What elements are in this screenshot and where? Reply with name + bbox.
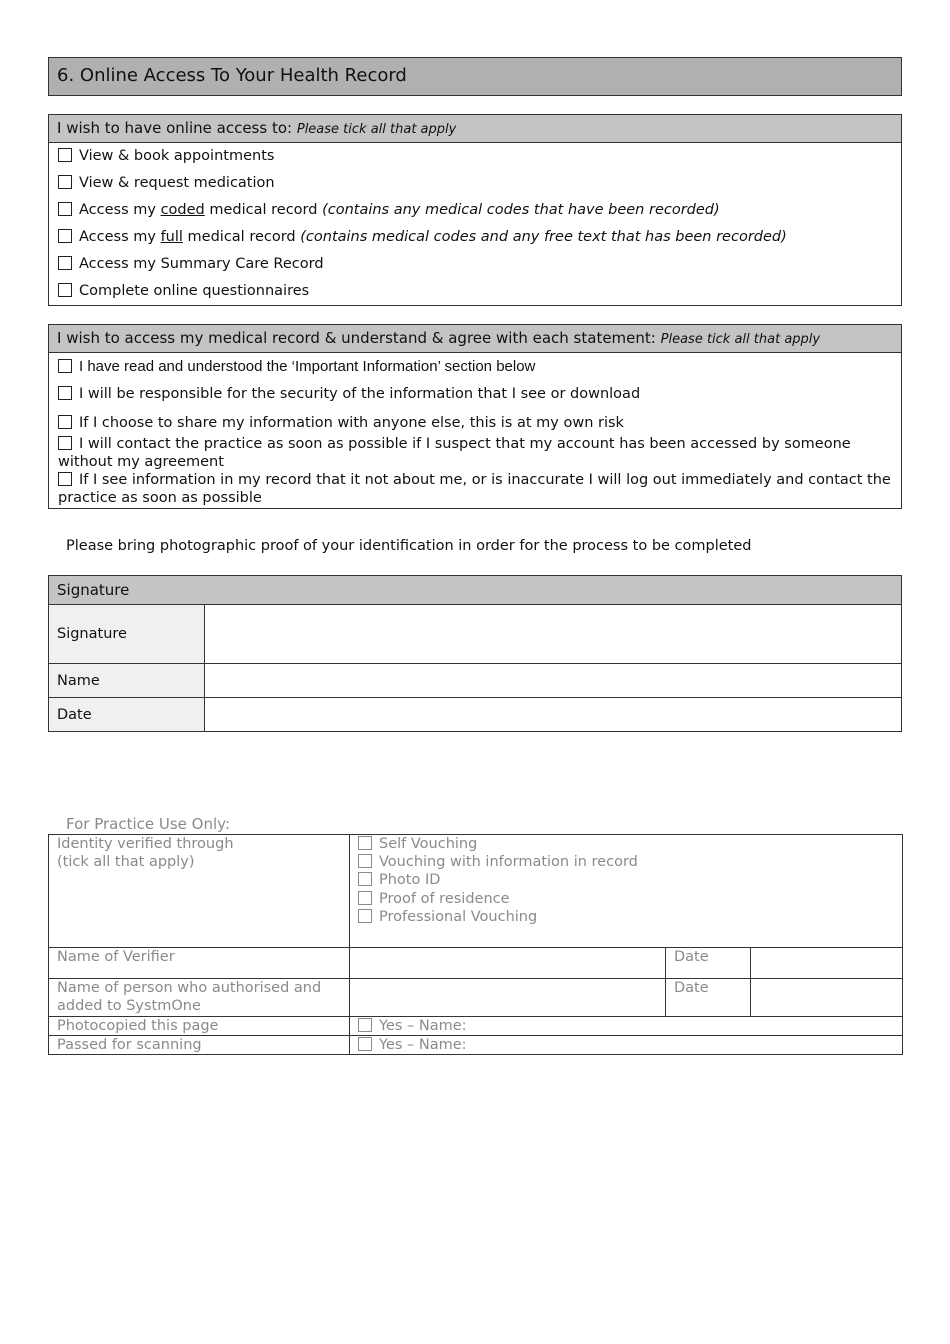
checkbox-professional-vouching[interactable]	[358, 909, 372, 923]
checkbox-scanning[interactable]	[358, 1037, 372, 1051]
agreement-item[interactable]	[49, 353, 901, 381]
scanning-option[interactable]	[350, 1036, 903, 1055]
checkbox-agreement-1[interactable]	[58, 359, 72, 373]
identity-option[interactable]	[358, 871, 894, 889]
access-option-medication[interactable]	[49, 170, 901, 197]
online-access-header-text: I wish to have online access to:	[57, 119, 293, 137]
checkbox-appointments[interactable]	[58, 148, 72, 162]
scanning-value: Yes – Name:	[379, 1037, 467, 1053]
access-option-appointments[interactable]	[49, 143, 901, 170]
agreement-header	[49, 325, 901, 353]
photocopied-value: Yes – Name:	[379, 1018, 467, 1034]
identity-option-label: Photo ID	[379, 872, 441, 889]
checkbox-agreement-3[interactable]	[58, 415, 72, 429]
photocopied-label: Photocopied this page	[49, 1017, 350, 1036]
checkbox-vouching-record[interactable]	[358, 854, 372, 868]
verifier-label: Name of Verifier	[49, 948, 350, 979]
identity-option[interactable]	[358, 908, 894, 926]
checkbox-self-vouching[interactable]	[358, 836, 372, 850]
access-option-emphasis: full	[160, 229, 183, 245]
checkbox-questionnaires[interactable]	[58, 283, 72, 297]
date-field[interactable]	[205, 698, 902, 732]
identity-label	[49, 835, 350, 948]
agreement-item[interactable]	[49, 408, 901, 435]
agreement-header-text: I wish to access my medical record & understand & agree with each statement:	[57, 329, 656, 347]
identity-option-label: Professional Vouching	[379, 908, 538, 925]
signature-label: Signature	[49, 605, 205, 664]
access-option-label: Access my	[79, 202, 156, 218]
identity-option-label: Vouching with information in record	[379, 854, 638, 871]
scanning-label: Passed for scanning	[49, 1036, 350, 1055]
checkbox-medication[interactable]	[58, 175, 72, 189]
access-option-note: (contains any medical codes that have been recorded)	[322, 202, 720, 218]
photocopied-option[interactable]	[350, 1017, 903, 1036]
identity-option[interactable]	[358, 890, 894, 908]
access-option-emphasis: coded	[160, 202, 205, 218]
identity-option[interactable]	[358, 835, 894, 853]
date-label: Date	[49, 698, 205, 732]
section-title: 6. Online Access To Your Health Record	[48, 57, 902, 96]
checkbox-agreement-2[interactable]	[58, 386, 72, 400]
name-label: Name	[49, 664, 205, 698]
signature-header: Signature	[49, 576, 902, 605]
practice-use-title: For Practice Use Only:	[66, 815, 230, 833]
identity-options	[350, 835, 903, 948]
signature-field[interactable]	[205, 605, 902, 664]
verifier-date-label: Date	[666, 948, 751, 979]
access-option-questionnaires[interactable]	[49, 278, 901, 305]
agreement-text: I will be responsible for the security of the information that I see or download	[79, 386, 641, 402]
authorised-label: Name of person who authorised and added to SystmOne	[49, 979, 350, 1017]
identity-label-line: Identity verified through	[57, 836, 234, 852]
checkbox-coded-record[interactable]	[58, 202, 72, 216]
agreement-text: I will contact the practice as soon as possible if I suspect that my account has been accessed by someone without my agreement	[58, 436, 851, 470]
agreement-text: If I see information in my record that it not about me, or is inaccurate I will log out immediately and contact the practice as soon as possible	[58, 472, 891, 506]
identity-label-line: (tick all that apply)	[57, 854, 195, 870]
authorised-field[interactable]	[350, 979, 666, 1017]
name-field[interactable]	[205, 664, 902, 698]
access-option-summary-care[interactable]	[49, 251, 901, 278]
access-option-coded-record[interactable]	[49, 197, 901, 224]
online-access-header-note: Please tick all that apply	[296, 122, 457, 137]
authorised-date-label: Date	[666, 979, 751, 1017]
checkbox-photo-id[interactable]	[358, 872, 372, 886]
signature-table	[48, 575, 902, 732]
authorised-date-field[interactable]	[751, 979, 903, 1017]
agreement-header-note: Please tick all that apply	[660, 332, 821, 347]
access-option-label: View & book appointments	[79, 148, 275, 164]
access-option-label: medical record	[187, 229, 296, 245]
identity-option-label: Self Vouching	[379, 836, 478, 852]
access-option-label: Complete online questionnaires	[79, 283, 310, 299]
identity-option[interactable]	[358, 853, 894, 871]
proof-note: Please bring photographic proof of your identification in order for the process to be completed	[66, 538, 752, 554]
agreement-item[interactable]	[49, 435, 901, 471]
checkbox-summary-care[interactable]	[58, 256, 72, 270]
verifier-field[interactable]	[350, 948, 666, 979]
checkbox-photocopied[interactable]	[358, 1018, 372, 1032]
access-option-label: medical record	[209, 202, 318, 218]
access-option-label: View & request medication	[79, 175, 275, 191]
access-option-note: (contains medical codes and any free text that has been recorded)	[300, 229, 787, 245]
agreement-text: If I choose to share my information with anyone else, this is at my own risk	[79, 415, 624, 431]
verifier-date-field[interactable]	[751, 948, 903, 979]
identity-option-label: Proof of residence	[379, 890, 510, 907]
online-access-box	[48, 114, 902, 306]
checkbox-proof-residence[interactable]	[358, 891, 372, 905]
access-option-label: Access my	[79, 229, 156, 245]
online-access-header	[49, 115, 901, 143]
access-option-label: Access my Summary Care Record	[79, 256, 324, 272]
agreement-text: I have read and understood the ‘Important Information’ section below	[79, 358, 536, 375]
agreement-box	[48, 324, 902, 509]
agreement-item[interactable]	[49, 381, 901, 408]
agreement-item[interactable]	[49, 471, 901, 507]
checkbox-agreement-5[interactable]	[58, 472, 72, 486]
access-option-full-record[interactable]	[49, 224, 901, 251]
checkbox-full-record[interactable]	[58, 229, 72, 243]
practice-use-table	[48, 834, 903, 1055]
checkbox-agreement-4[interactable]	[58, 436, 72, 450]
